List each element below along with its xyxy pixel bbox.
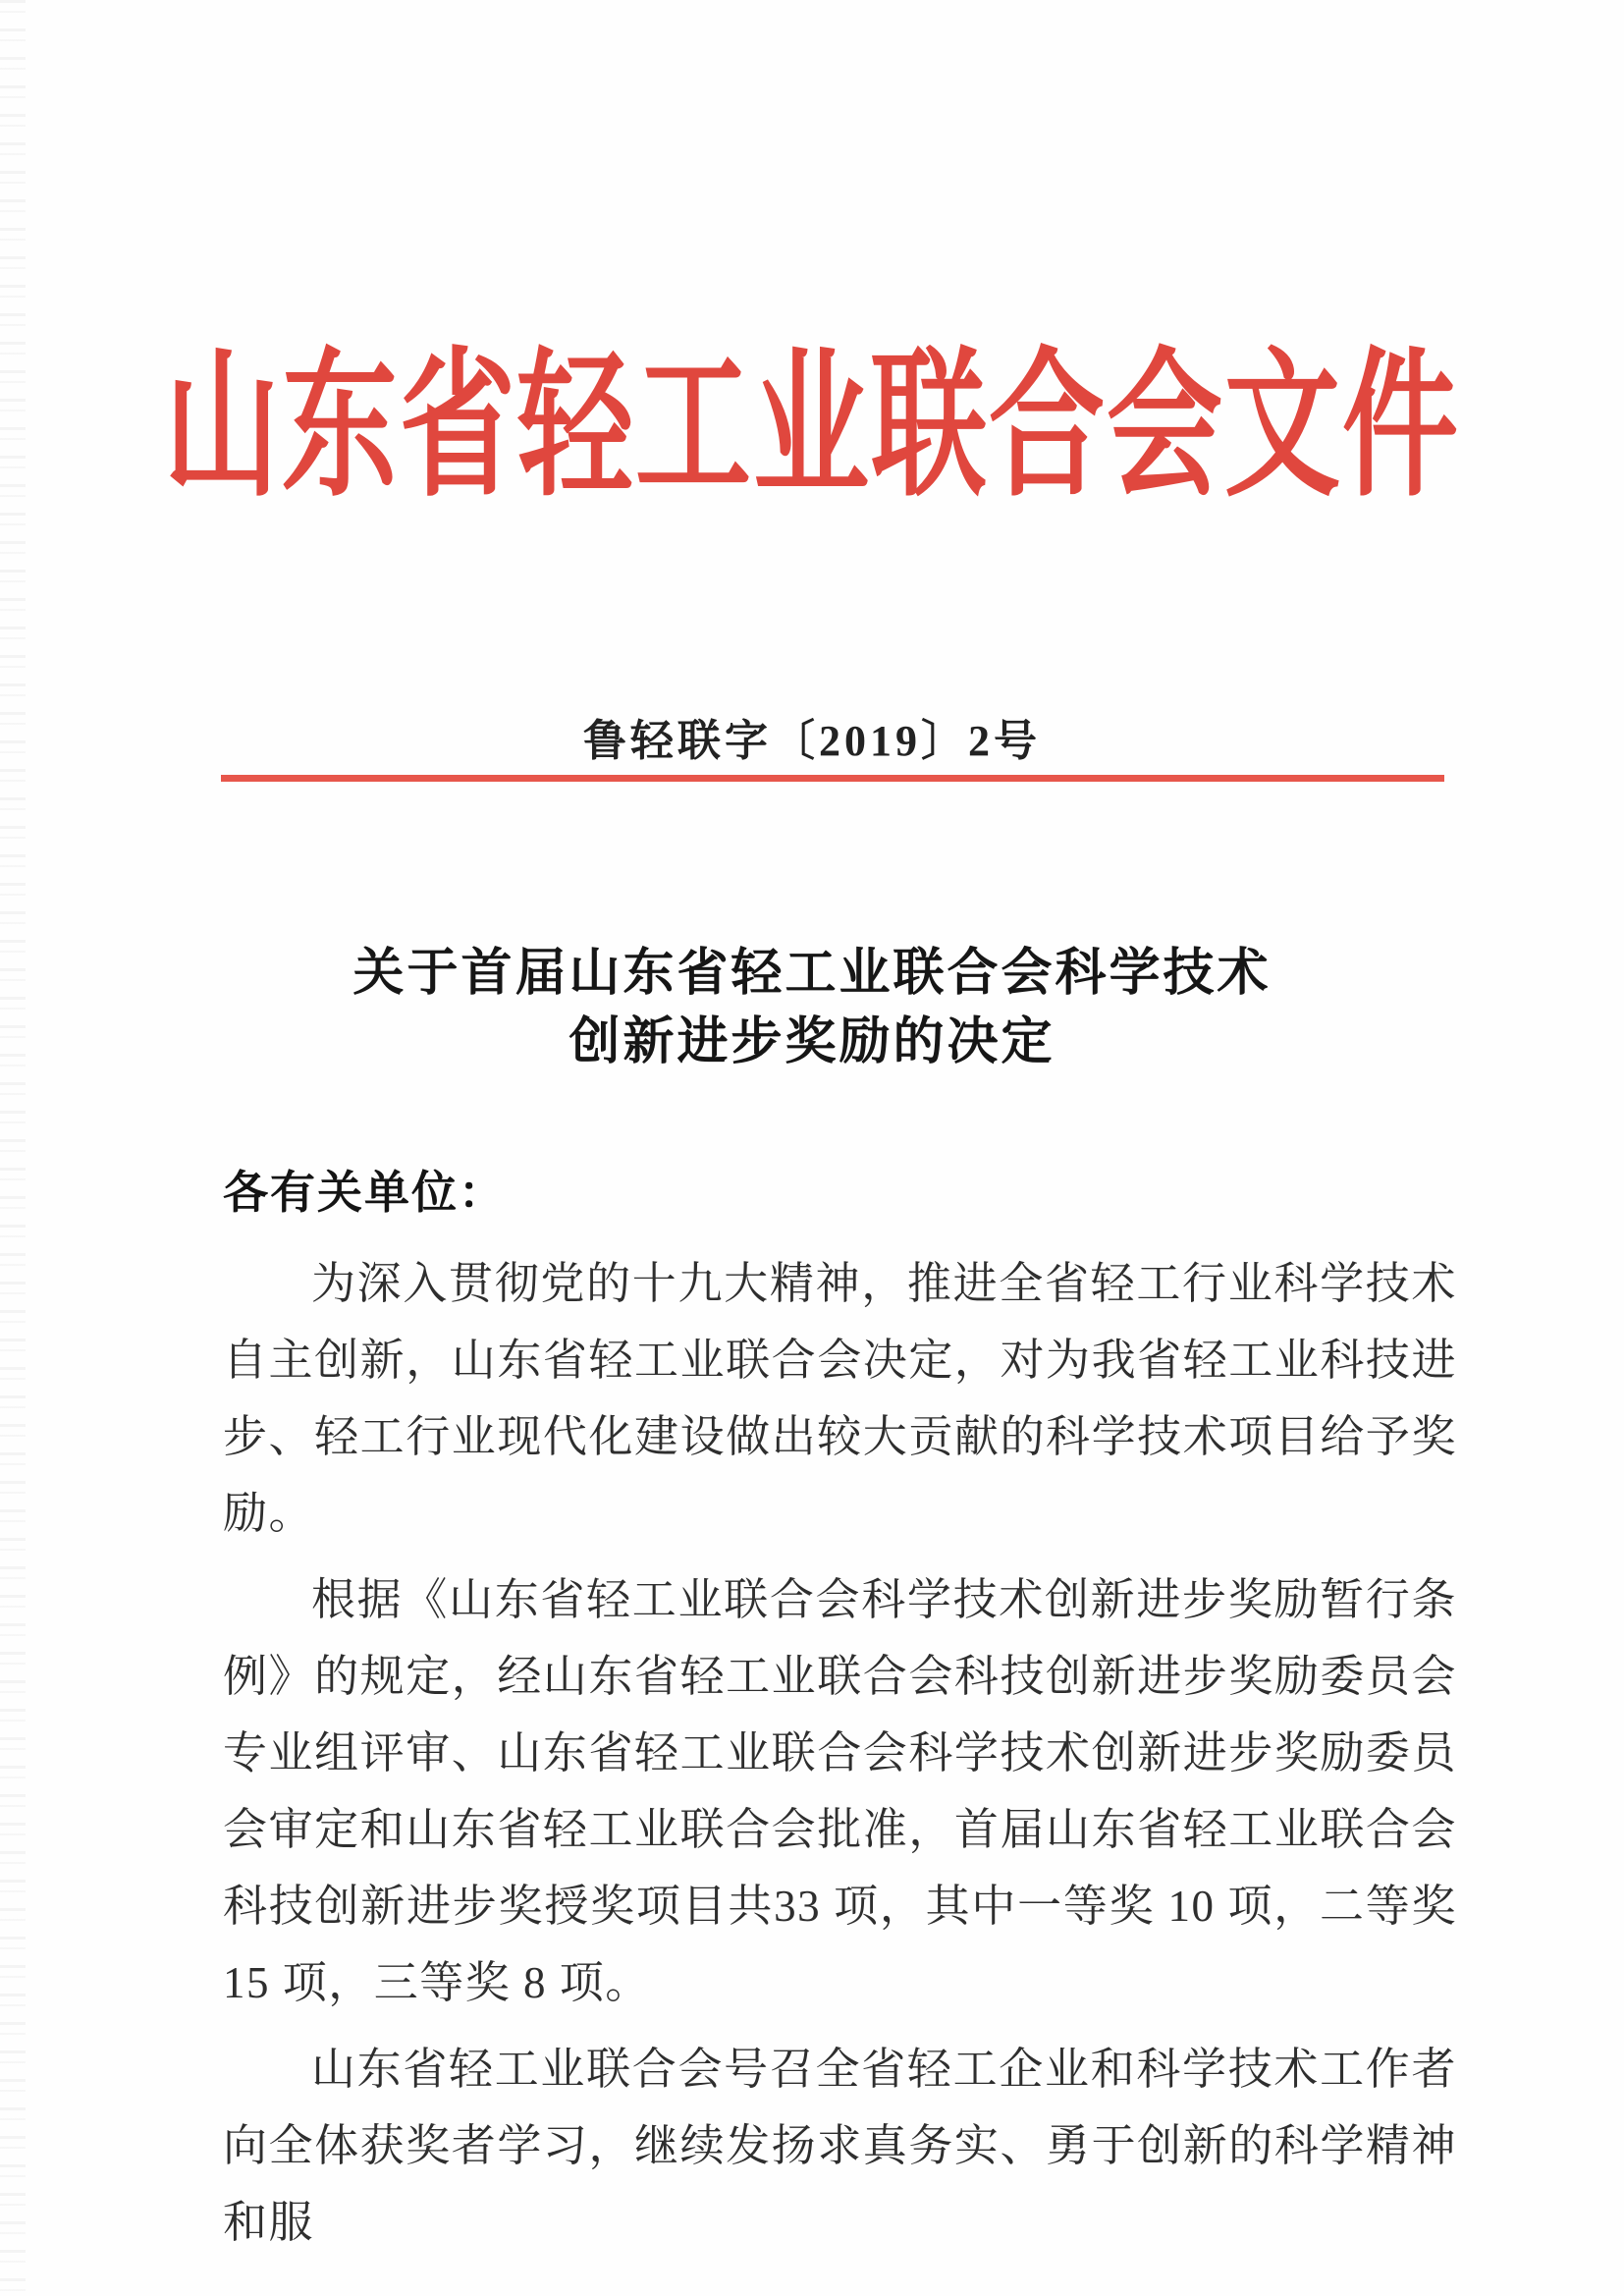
body-paragraph-1: 为深入贯彻党的十九大精神，推进全省轻工行业科学技术自主创新，山东省轻工业联合会决定，对为我省轻工业科技进步、轻工行业现代化建设做出较大贡献的科学技术项目给予奖励。 xyxy=(223,1259,1457,1538)
document-reference-number: 鲁轻联字〔2019〕2号 xyxy=(583,717,1041,765)
salutation: 各有关单位： xyxy=(223,1168,506,1218)
red-header-banner xyxy=(0,322,1624,517)
body-paragraph-2: 根据《山东省轻工业联合会科学技术创新进步奖励暂行条例》的规定，经山东省轻工业联合会科技创新进步奖励委员会专业组评审、山东省轻工业联合会科学技术创新进步奖励委员会审定和山东省轻工业联合会批准，首届山东省轻工业联合会科技创新进步奖授奖项目共33 项，其中一等奖 10 项，二等奖 15 项，三等奖 8 项。 xyxy=(223,1575,1457,2007)
body-paragraph-3: 山东省轻工业联合会号召全省轻工企业和科学技术工作者向全体获奖者学习，继续发扬求真务实、勇于创新的科学精神和服 xyxy=(223,2045,1457,2247)
document-title xyxy=(0,939,1624,1076)
document-title-line2: 创新进步奖励的决定 xyxy=(568,1013,1056,1070)
issuing-org-title: 山东省轻工业联合会文件 xyxy=(163,337,1460,517)
document-title-line1: 关于首届山东省轻工业联合会科学技术 xyxy=(352,945,1272,1002)
document-body xyxy=(223,1159,1457,2261)
red-divider-rule xyxy=(221,775,1444,782)
